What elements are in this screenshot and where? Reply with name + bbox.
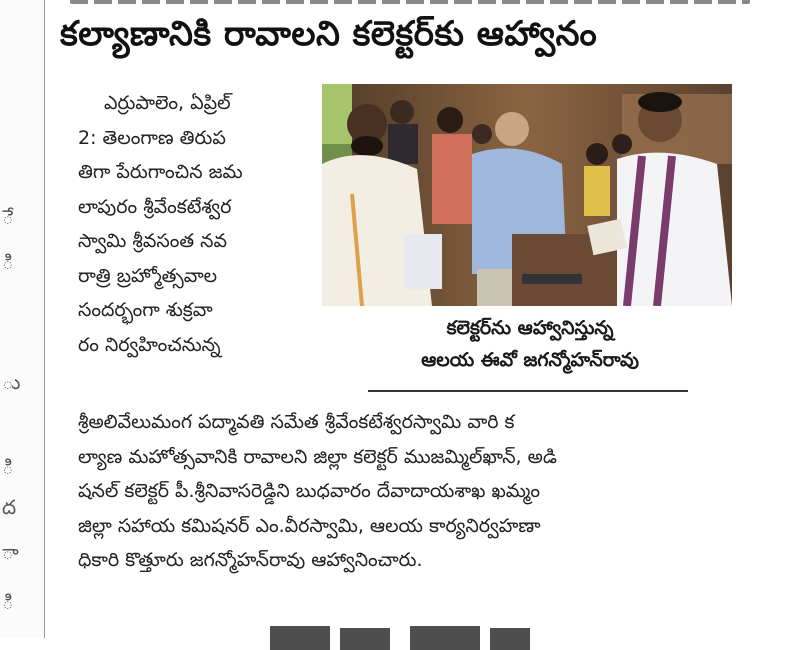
text-fragment: ే [2,205,14,229]
text-fragment: ా [2,540,19,564]
text-fragment: ి [2,250,14,274]
text-fragment: ు [2,370,21,394]
text-line: 2: తెలంగాణ తిరుప [78,126,226,149]
intro-column [78,86,318,362]
article-body [78,405,768,578]
caption-line: కలెక్టర్‌ను ఆహ్వానిస్తున్న [446,317,614,339]
cropped-next-headline [270,620,570,650]
text-line: జిల్లా సహాయ కమిషనర్ ఎం.వీరస్వామి, ఆలయ కార్యనిర్వహణా [78,514,541,537]
adjacent-column-edge [0,0,45,638]
cropped-previous-line [70,0,770,8]
text-line: రాత్రి బ్రహ్మోత్సవాల [78,264,218,287]
text-line: స్వామి శ్రీవసంత నవ [78,230,228,252]
text-line: శ్రీఅలివేలుమంగ పద్మావతి సమేత శ్రీవేంకటేశ్వరస్వామి వారి క [78,411,515,433]
text-line: లాపురం శ్రీవేంకటేశ్వర [78,195,232,218]
photo-illustration [322,84,732,306]
text-fragment: ి [2,455,14,479]
text-line: తిగా పేరుగాంచిన జమ [78,161,243,183]
cropped-glyphs [270,620,570,650]
caption-divider [368,390,688,392]
text-line: రం నిర్వహించనున్న [78,333,221,356]
text-line: షనల్ కలెక్టర్ పీ.శ్రీనివాసరెడ్డిని బుధవారం దేవాదాయశాఖ ఖమ్మం [78,480,541,502]
caption-line: ఆలయ ఈవో జగన్మోహన్‌రావు [421,349,639,371]
photo-caption [330,312,730,376]
text-line: ధికారి కొత్తూరు జగన్మోహన్‌రావు ఆహ్వానించారు. [78,549,423,571]
text-fragment: ద [2,495,17,519]
text-line: ల్యాణ మహోత్సవానికి రావాలని జిల్లా కలెక్టర్ ముజమ్మిల్‌ఖాన్, అడి [78,445,557,468]
text-line: సందర్భంగా శుక్రవా [78,299,213,321]
text-line: ఎర్రుపాలెం, ఏప్రిల్ [104,92,231,114]
text-fragment: ి [2,590,14,614]
news-photo [322,84,732,306]
article-headline: కల్యాణానికి రావాలని కలెక్టర్‌కు ఆహ్వానం [60,14,598,54]
